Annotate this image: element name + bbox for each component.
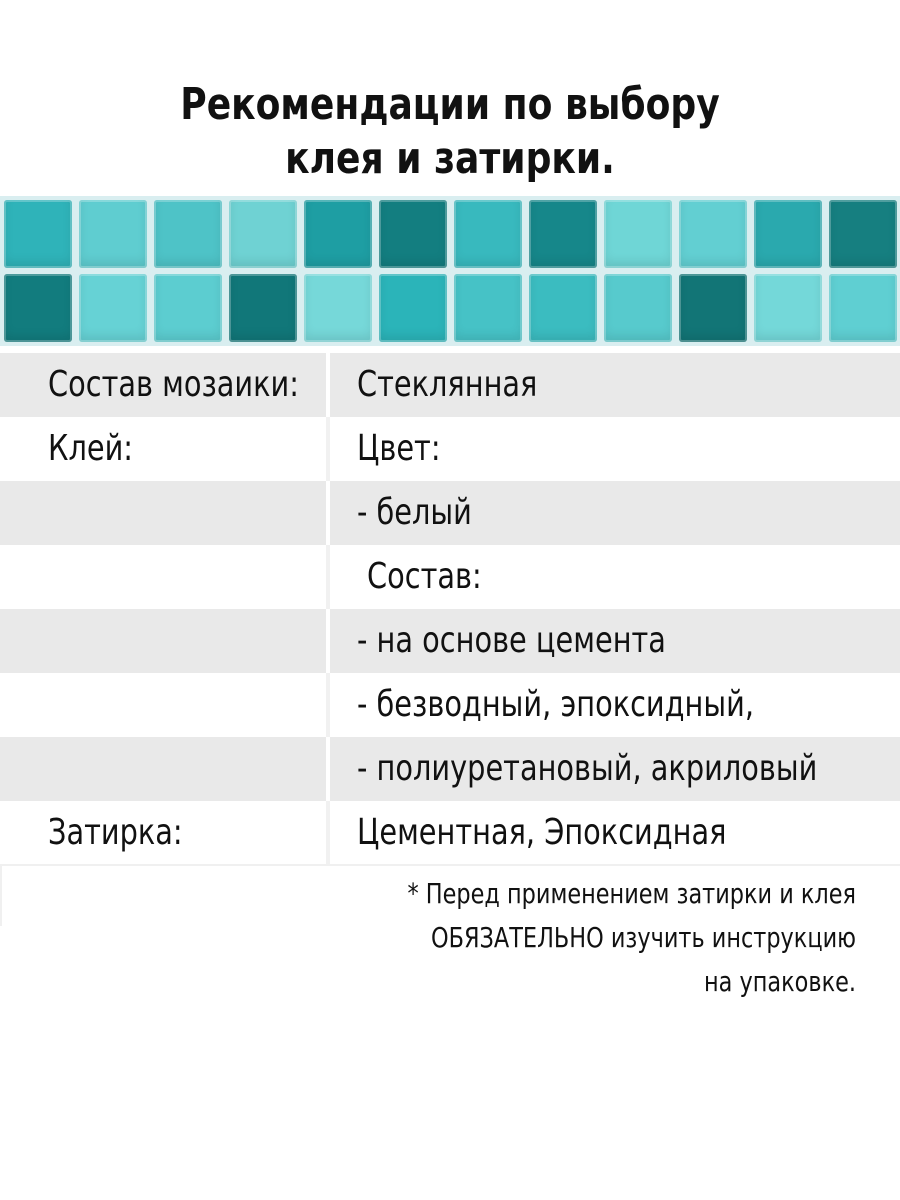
- row-value: Стеклянная: [357, 364, 538, 405]
- mosaic-tile: [4, 274, 72, 342]
- mosaic-tile: [679, 200, 747, 268]
- row-value: Состав:: [367, 556, 482, 597]
- table-left-border: [0, 866, 2, 926]
- mosaic-tile: [379, 200, 447, 268]
- column-divider: [326, 353, 330, 417]
- row-value: - полиуретановый, акриловый: [357, 748, 818, 789]
- table-row-mosaic-type: [0, 353, 900, 417]
- column-divider: [326, 737, 330, 801]
- column-divider: [326, 609, 330, 673]
- footnote: [296, 872, 856, 1004]
- mosaic-tile: [754, 200, 822, 268]
- title-line-2: клея и затирки.: [285, 133, 615, 184]
- page-title: [81, 78, 819, 186]
- footnote-line-3: на упаковке.: [704, 965, 856, 998]
- row-label: Затирка:: [48, 812, 183, 853]
- mosaic-tile: [829, 200, 897, 268]
- table-row-composition: [0, 545, 900, 609]
- table-row-grout: [0, 801, 900, 865]
- mosaic-tile: [454, 200, 522, 268]
- mosaic-tile: [154, 274, 222, 342]
- table-row-adhesive-color: [0, 481, 900, 545]
- footnote-line-2: ОБЯЗАТЕЛЬНО изучить инструкцию: [430, 921, 856, 954]
- mosaic-tile: [229, 274, 297, 342]
- row-label: Состав мозаики:: [48, 364, 299, 405]
- mosaic-tile: [754, 274, 822, 342]
- mosaic-tile: [4, 200, 72, 268]
- mosaic-tile: [529, 274, 597, 342]
- row-value: - белый: [357, 492, 472, 533]
- column-divider: [326, 801, 330, 865]
- mosaic-tile: [604, 274, 672, 342]
- row-value: Цементная, Эпоксидная: [357, 812, 727, 853]
- table-row-epoxy: [0, 673, 900, 737]
- column-divider: [326, 481, 330, 545]
- mosaic-tile: [454, 274, 522, 342]
- mosaic-tile: [304, 200, 372, 268]
- table-bottom-border: [0, 864, 900, 866]
- column-divider: [326, 673, 330, 737]
- row-value: - безводный, эпоксидный,: [357, 684, 754, 725]
- column-divider: [326, 545, 330, 609]
- mosaic-tile: [154, 200, 222, 268]
- table-row-cement-based: [0, 609, 900, 673]
- mosaic-tile: [529, 200, 597, 268]
- mosaic-tile: [229, 200, 297, 268]
- recommendation-table: [0, 353, 900, 865]
- mosaic-tile: [379, 274, 447, 342]
- column-divider: [326, 417, 330, 481]
- mosaic-tile-strip: [0, 196, 900, 346]
- mosaic-tile: [79, 274, 147, 342]
- mosaic-tile: [304, 274, 372, 342]
- mosaic-tile: [604, 200, 672, 268]
- table-row-polyurethane: [0, 737, 900, 801]
- mosaic-tile: [79, 200, 147, 268]
- row-label: Клей:: [48, 428, 133, 469]
- table-row-adhesive: [0, 417, 900, 481]
- mosaic-tile: [829, 274, 897, 342]
- mosaic-tile: [679, 274, 747, 342]
- footnote-line-1: * Перед применением затирки и клея: [407, 877, 856, 910]
- row-value: - на основе цемента: [357, 620, 666, 661]
- row-value: Цвет:: [357, 428, 441, 469]
- title-line-1: Рекомендации по выбору: [180, 79, 720, 130]
